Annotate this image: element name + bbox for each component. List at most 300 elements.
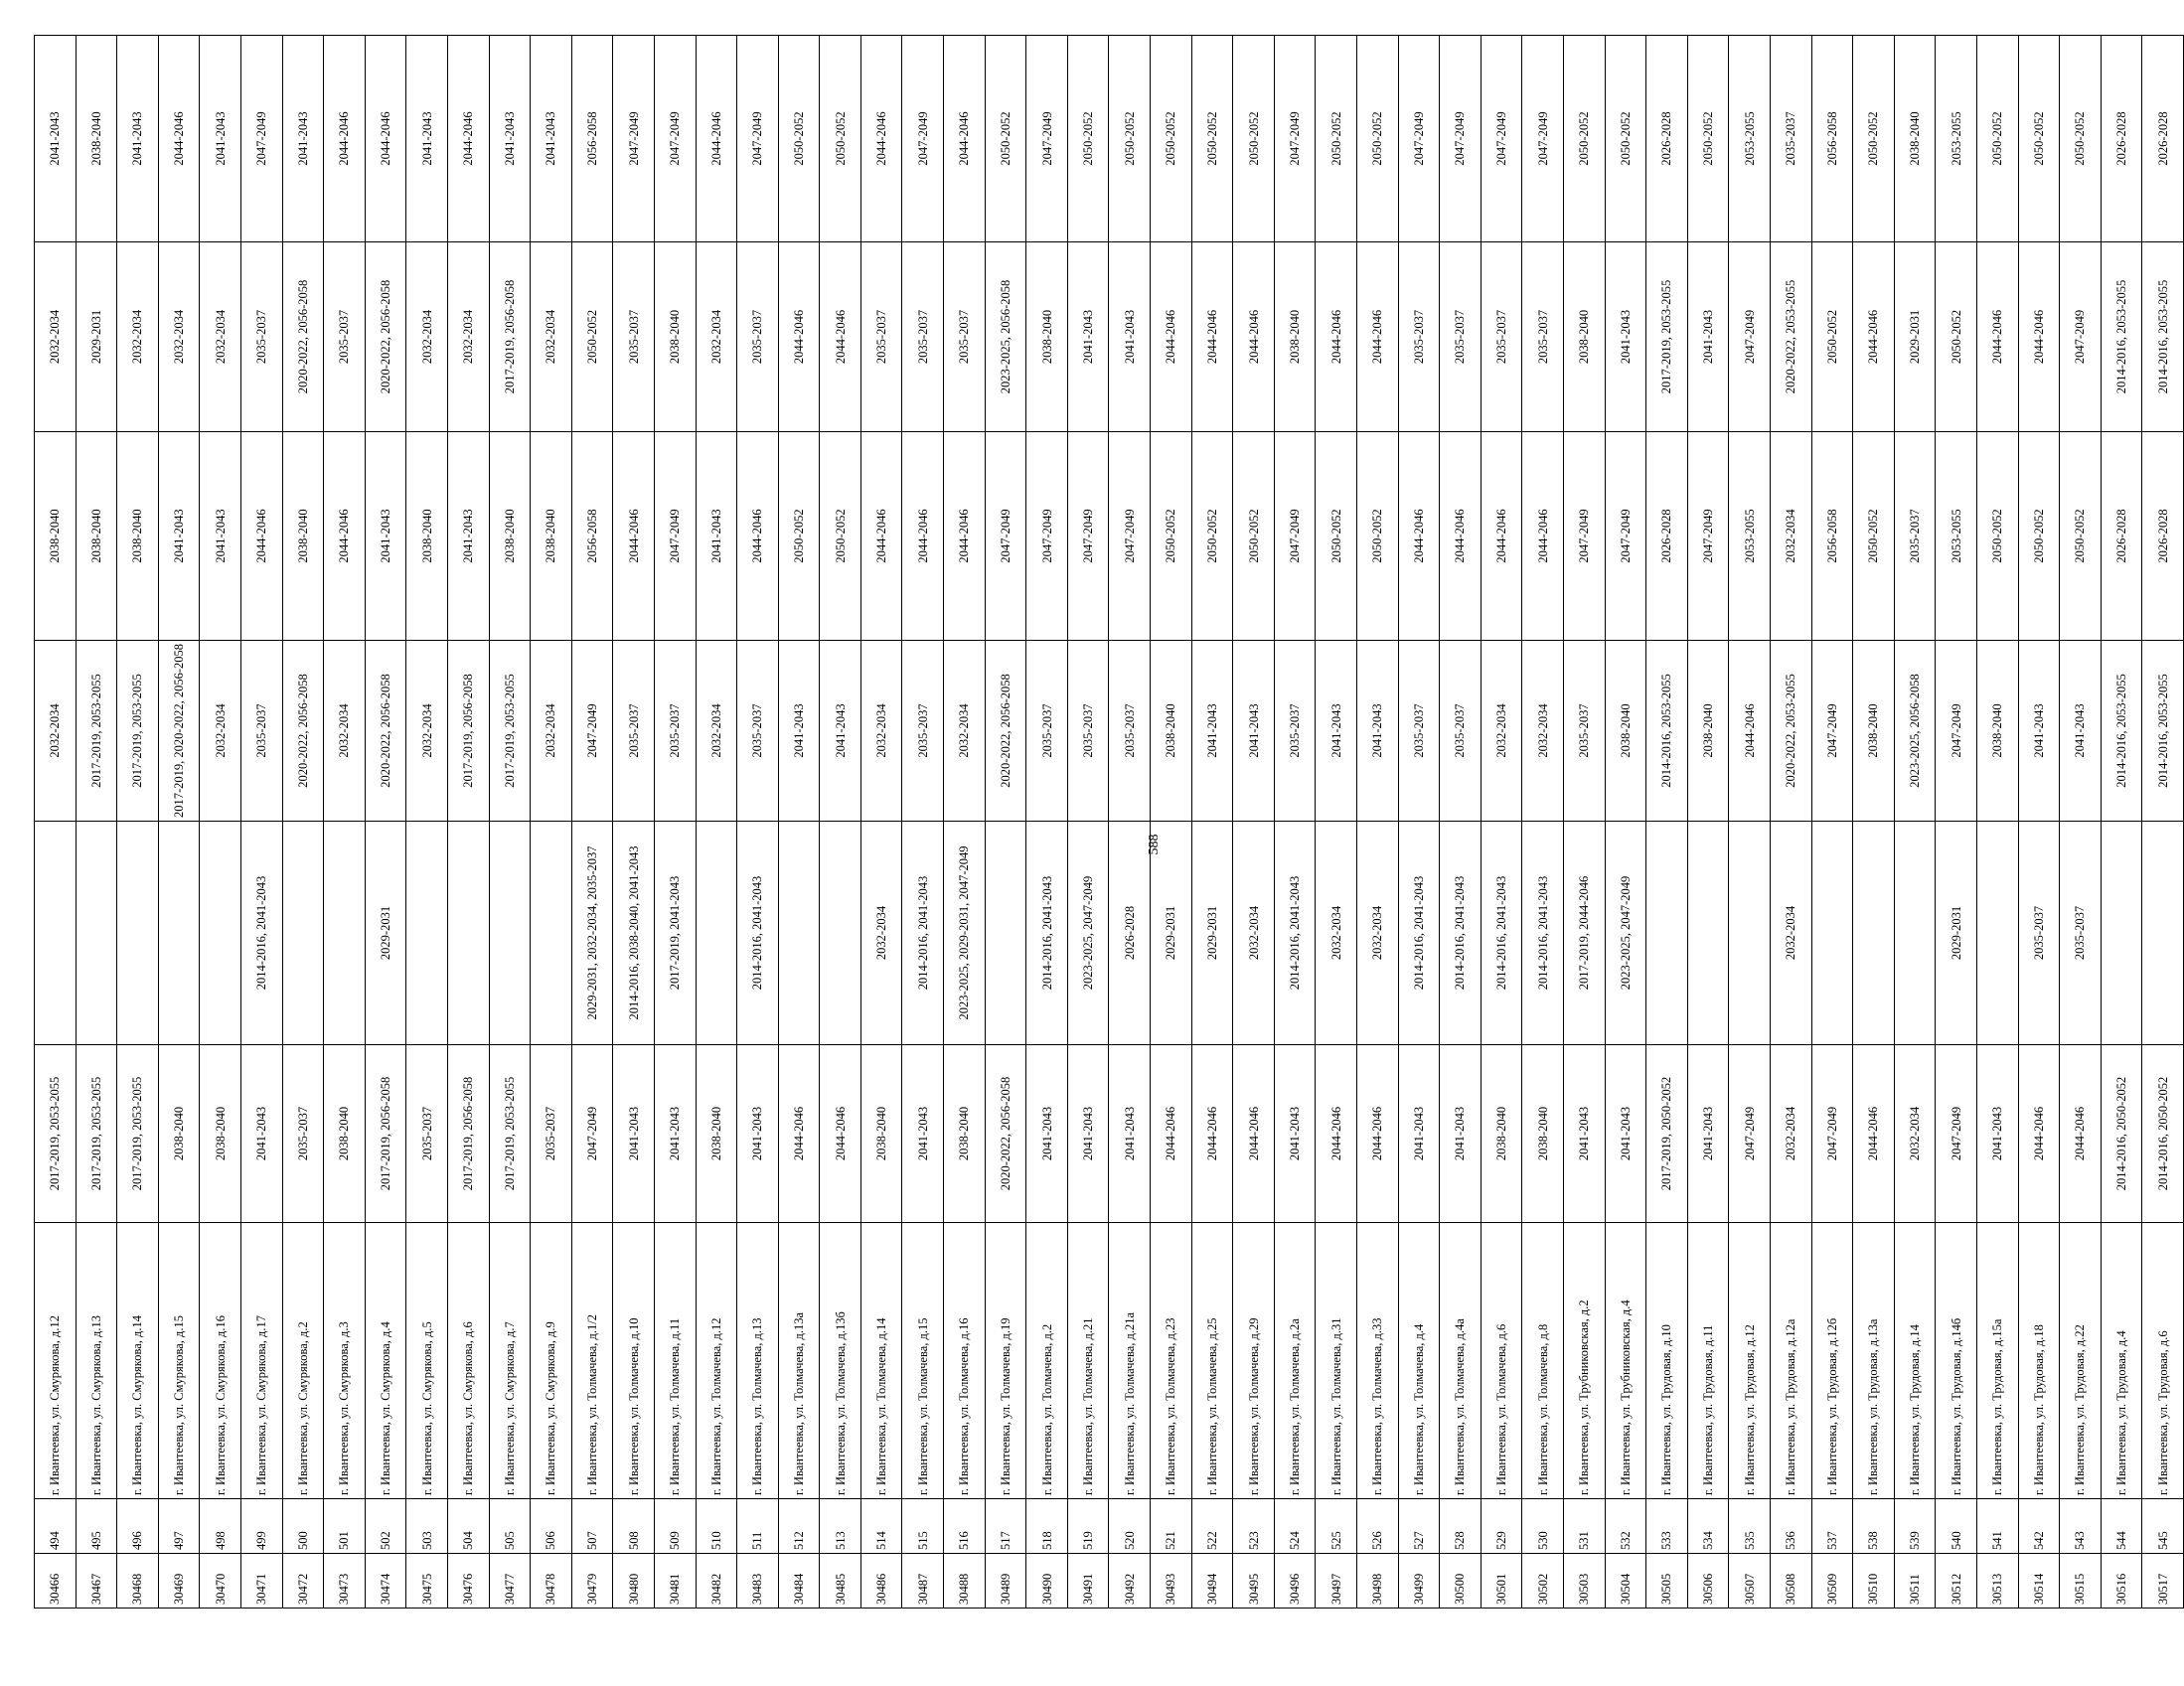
table-cell: г. Ивантеевка, ул. Толмачева, д.4а [1440, 1223, 1482, 1499]
table-cell: 30485 [820, 1554, 861, 1609]
table-cell: 2047-2049 [1687, 432, 1729, 641]
table-cell: 523 [1233, 1499, 1275, 1554]
table-cell: 30475 [406, 1554, 448, 1609]
table-row [1729, 36, 1771, 1609]
table-cell: г. Ивантеевка, ул. Толмачева, д.31 [1316, 1223, 1357, 1499]
table-cell: 2014-2016, 2050-2052 [2142, 1045, 2184, 1223]
table-cell: 2020-2022, 2053-2055 [1770, 641, 1811, 822]
table-cell: 2041-2043 [531, 36, 572, 242]
table-cell: 2050-2052 [778, 36, 820, 242]
table-row [820, 36, 861, 1609]
table-cell: 2026-2028 [1109, 822, 1151, 1045]
table-cell: 2050-2052 [1976, 36, 2018, 242]
table-cell: 2056-2058 [1811, 36, 1853, 242]
table-cell: 2035-2037 [737, 641, 779, 822]
table-cell: 538 [1853, 1499, 1895, 1554]
table-cell [696, 822, 737, 1045]
table-cell: 2050-2052 [778, 432, 820, 641]
table-row [240, 36, 282, 1609]
table-cell: 2044-2046 [696, 36, 737, 242]
table-cell: г. Ивантеевка, ул. Толмачева, д.13а [778, 1223, 820, 1499]
table-cell: г. Ивантеевка, ул. Смурякова, д.6 [447, 1223, 489, 1499]
table-cell: 2047-2049 [1274, 36, 1316, 242]
table-cell: 2050-2052 [1936, 242, 1977, 432]
table-row [282, 36, 324, 1609]
table-cell: 2044-2046 [778, 242, 820, 432]
table-cell: 2014-2016, 2053-2055 [2101, 641, 2142, 822]
table-cell: 2047-2049 [1026, 432, 1068, 641]
table-cell: г. Ивантеевка, ул. Смурякова, д.15 [158, 1223, 200, 1499]
table-cell: г. Ивантеевка, ул. Трудовая, д.13а [1853, 1223, 1895, 1499]
table-cell: 2035-2037 [531, 1045, 572, 1223]
table-cell: 2044-2046 [447, 36, 489, 242]
table-cell: 513 [820, 1499, 861, 1554]
table-cell: 2047-2049 [902, 36, 944, 242]
table-cell: 2044-2046 [1398, 432, 1440, 641]
table-cell: 2038-2040 [1853, 641, 1895, 822]
table-cell: 2041-2043 [613, 1045, 655, 1223]
table-cell: 2014-2016, 2041-2043 [1398, 822, 1440, 1045]
table-cell: г. Ивантеевка, ул. Толмачева, д.29 [1233, 1223, 1275, 1499]
table-cell: 2020-2022, 2056-2058 [985, 1045, 1026, 1223]
table-cell: 506 [531, 1499, 572, 1554]
table-cell: 2017-2019, 2053-2055 [1646, 242, 1688, 432]
table-row [1522, 36, 1564, 1609]
table-cell: г. Ивантеевка, ул. Трудовая, д.12б [1811, 1223, 1853, 1499]
table-cell: 30479 [571, 1554, 613, 1609]
table-cell: 2032-2034 [1481, 641, 1522, 822]
table-cell: 2014-2016, 2041-2043 [240, 822, 282, 1045]
table-cell: 30504 [1605, 1554, 1646, 1609]
table-cell: 2038-2040 [944, 1045, 986, 1223]
table-cell: 2035-2037 [860, 242, 902, 432]
table-row [1976, 36, 2018, 1609]
table-cell: 30509 [1811, 1554, 1853, 1609]
table-cell: 2035-2037 [1440, 641, 1482, 822]
table-cell: 2047-2049 [1605, 432, 1646, 641]
table-cell: 2041-2043 [282, 36, 324, 242]
table-cell: 2032-2034 [531, 641, 572, 822]
table-cell: 2047-2049 [2060, 242, 2102, 432]
table-cell: 2044-2046 [158, 36, 200, 242]
table-cell: 2047-2049 [1811, 641, 1853, 822]
table-cell: г. Ивантеевка, ул. Толмачева, д.10 [613, 1223, 655, 1499]
table-cell: 2032-2034 [1522, 641, 1564, 822]
table-cell: 2050-2052 [1687, 36, 1729, 242]
page-number: 588 [1147, 834, 1162, 855]
table-cell: 2050-2052 [1976, 432, 2018, 641]
table-cell: 2041-2043 [365, 432, 406, 641]
table-cell: 518 [1026, 1499, 1068, 1554]
table-cell: 2047-2049 [1026, 36, 1068, 242]
table-cell: 30478 [531, 1554, 572, 1609]
table-cell: г. Ивантеевка, ул. Толмачева, д.13 [737, 1223, 779, 1499]
table-cell: 2017-2019, 2053-2055 [489, 1045, 531, 1223]
table-cell: 30507 [1729, 1554, 1771, 1609]
table-cell: 2050-2052 [1316, 432, 1357, 641]
table-cell: 2014-2016, 2041-2043 [902, 822, 944, 1045]
table-cell: 2035-2037 [240, 641, 282, 822]
table-cell: 2038-2040 [1481, 1045, 1522, 1223]
table-cell: 2032-2034 [447, 242, 489, 432]
table-cell: 2020-2022, 2053-2055 [1770, 242, 1811, 432]
table-cell [2101, 822, 2142, 1045]
table-cell: 533 [1646, 1499, 1688, 1554]
table-cell: 2047-2049 [985, 432, 1026, 641]
table-cell: 540 [1936, 1499, 1977, 1554]
table-cell: 2044-2046 [1233, 1045, 1275, 1223]
table-cell [406, 822, 448, 1045]
table-cell: 2044-2046 [1976, 242, 2018, 432]
table-cell: 2038-2040 [1687, 641, 1729, 822]
table-cell: 2035-2037 [282, 1045, 324, 1223]
table-cell: 2044-2046 [365, 36, 406, 242]
table-cell: 541 [1976, 1499, 2018, 1554]
table-body [35, 36, 2184, 1609]
table-cell: 30512 [1936, 1554, 1977, 1609]
table-cell: 531 [1563, 1499, 1605, 1554]
table-cell: 502 [365, 1499, 406, 1554]
table-cell: 2044-2046 [944, 36, 986, 242]
table-cell: 2044-2046 [1357, 242, 1399, 432]
table-cell: 2053-2055 [1729, 432, 1771, 641]
table-cell: г. Ивантеевка, ул. Толмачева, д.33 [1357, 1223, 1399, 1499]
table-cell: 2038-2040 [531, 432, 572, 641]
table-cell: 2014-2016, 2050-2052 [2101, 1045, 2142, 1223]
table-cell: 2041-2043 [2060, 641, 2102, 822]
table-cell: 2047-2049 [1274, 432, 1316, 641]
table-cell: 30515 [2060, 1554, 2102, 1609]
table-cell: г. Ивантеевка, ул. Толмачева, д.25 [1191, 1223, 1233, 1499]
table-cell: 2050-2052 [1233, 36, 1275, 242]
table-cell: 30476 [447, 1554, 489, 1609]
table-row [2142, 36, 2184, 1609]
table-cell: 2050-2052 [2018, 36, 2060, 242]
schedule-table [34, 35, 2184, 1609]
table-cell: 2032-2034 [200, 242, 241, 432]
table-cell: г. Ивантеевка, ул. Трудовая, д.12 [1729, 1223, 1771, 1499]
table-cell: 30477 [489, 1554, 531, 1609]
table-row [778, 36, 820, 1609]
table-cell: 2047-2049 [1109, 432, 1151, 641]
table-row [1191, 36, 1233, 1609]
table-cell [2142, 822, 2184, 1045]
table-cell: 2020-2022, 2056-2058 [282, 242, 324, 432]
table-cell: 2044-2046 [820, 1045, 861, 1223]
table-cell: 30494 [1191, 1554, 1233, 1609]
table-cell [985, 822, 1026, 1045]
table-cell: 2044-2046 [1151, 1045, 1192, 1223]
table-cell: 2050-2052 [2018, 432, 2060, 641]
table-cell: 2035-2037 [902, 641, 944, 822]
table-cell: 2038-2040 [1151, 641, 1192, 822]
table-cell: 2050-2052 [571, 242, 613, 432]
table-cell: 2035-2037 [613, 242, 655, 432]
table-cell: 2029-2031 [1936, 822, 1977, 1045]
table-cell: 2056-2058 [571, 36, 613, 242]
table-cell: г. Ивантеевка, ул. Трудовая, д.12а [1770, 1223, 1811, 1499]
table-cell: 2050-2052 [1151, 36, 1192, 242]
table-cell: 30482 [696, 1554, 737, 1609]
table-cell: 2047-2049 [654, 36, 696, 242]
table-row [1357, 36, 1399, 1609]
table-cell: 2044-2046 [1522, 432, 1564, 641]
table-cell [76, 822, 117, 1045]
table-cell: 2044-2046 [1853, 1045, 1895, 1223]
table-cell: 30469 [158, 1554, 200, 1609]
table-cell: 2014-2016, 2041-2043 [737, 822, 779, 1045]
table-cell: 30488 [944, 1554, 986, 1609]
table-cell: 30472 [282, 1554, 324, 1609]
table-cell: 2050-2052 [1151, 432, 1192, 641]
table-cell: 30493 [1151, 1554, 1192, 1609]
table-row [1811, 36, 1853, 1609]
table-cell: 30514 [2018, 1554, 2060, 1609]
table-row [1894, 36, 1936, 1609]
table-cell: 2032-2034 [531, 242, 572, 432]
table-cell: 2038-2040 [282, 432, 324, 641]
table-cell: 2041-2043 [1316, 641, 1357, 822]
table-cell: 2047-2049 [1522, 36, 1564, 242]
table-cell: 2050-2052 [1605, 36, 1646, 242]
table-cell: 2038-2040 [654, 242, 696, 432]
table-cell: 30505 [1646, 1554, 1688, 1609]
table-cell: 495 [76, 1499, 117, 1554]
table-row [1109, 36, 1151, 1609]
table-cell: 2017-2019, 2041-2043 [654, 822, 696, 1045]
table-cell: 2044-2046 [1357, 1045, 1399, 1223]
table-cell: 30500 [1440, 1554, 1482, 1609]
table-cell: 2029-2031 [1894, 242, 1936, 432]
table-cell: 499 [240, 1499, 282, 1554]
table-cell: 516 [944, 1499, 986, 1554]
table-row [1481, 36, 1522, 1609]
table-cell: г. Ивантеевка, ул. Толмачева, д.11 [654, 1223, 696, 1499]
table-row [117, 36, 159, 1609]
table-cell: 2056-2058 [1811, 432, 1853, 641]
table-cell: 2047-2049 [1729, 242, 1771, 432]
table-row [1646, 36, 1688, 1609]
table-cell: 507 [571, 1499, 613, 1554]
table-cell: 2044-2046 [860, 36, 902, 242]
table-row [985, 36, 1026, 1609]
table-cell: 2047-2049 [1398, 36, 1440, 242]
table-cell: 30501 [1481, 1554, 1522, 1609]
table-row [447, 36, 489, 1609]
table-cell: 2050-2052 [1316, 36, 1357, 242]
table-cell: 2032-2034 [696, 641, 737, 822]
table-cell: 2050-2052 [1191, 36, 1233, 242]
table-cell: 2038-2040 [35, 432, 77, 641]
table-cell: 2044-2046 [944, 432, 986, 641]
table-cell: 2041-2043 [1109, 242, 1151, 432]
table-cell: 2047-2049 [1481, 36, 1522, 242]
table-cell: 2026-2028 [2142, 432, 2184, 641]
table-cell: 30513 [1976, 1554, 2018, 1609]
table-cell: 2032-2034 [406, 641, 448, 822]
table-cell: 2044-2046 [613, 432, 655, 641]
table-cell: 522 [1191, 1499, 1233, 1554]
table-cell: 2014-2016, 2053-2055 [2142, 641, 2184, 822]
table-cell: 2014-2016, 2053-2055 [2101, 242, 2142, 432]
table-row [1936, 36, 1977, 1609]
table-cell: 527 [1398, 1499, 1440, 1554]
table-cell: 2041-2043 [117, 36, 159, 242]
table-cell: 2023-2025, 2029-2031, 2047-2049 [944, 822, 986, 1045]
table-cell: 2050-2052 [1109, 36, 1151, 242]
table-cell: 2017-2019, 2056-2058 [489, 242, 531, 432]
table-cell: г. Ивантеевка, ул. Смурякова, д.16 [200, 1223, 241, 1499]
table-cell: 2044-2046 [860, 432, 902, 641]
table-cell: 2023-2025, 2056-2058 [1894, 641, 1936, 822]
table-cell: 2038-2040 [76, 432, 117, 641]
table-cell: 2014-2016, 2041-2043 [1440, 822, 1482, 1045]
table-row [1316, 36, 1357, 1609]
table-cell: г. Ивантеевка, ул. Смурякова, д.17 [240, 1223, 282, 1499]
table-cell: г. Ивантеевка, ул. Толмачева, д.2а [1274, 1223, 1316, 1499]
table-cell: 497 [158, 1499, 200, 1554]
table-row [2018, 36, 2060, 1609]
table-cell: 2050-2052 [1357, 36, 1399, 242]
table-cell: г. Ивантеевка, ул. Трудовая, д.15а [1976, 1223, 2018, 1499]
table-cell: 498 [200, 1499, 241, 1554]
table-row [1770, 36, 1811, 1609]
table-cell: 505 [489, 1499, 531, 1554]
table-cell: 2056-2058 [571, 432, 613, 641]
table-cell: 2023-2025, 2047-2049 [1067, 822, 1109, 1045]
table-cell: 2032-2034 [1357, 822, 1399, 1045]
table-cell: 2032-2034 [696, 242, 737, 432]
table-cell [282, 822, 324, 1045]
table-cell: 2038-2040 [1522, 1045, 1564, 1223]
table-row [1440, 36, 1482, 1609]
table-row [324, 36, 366, 1609]
table-cell: 2053-2055 [1936, 36, 1977, 242]
table-row [406, 36, 448, 1609]
table-cell: 2035-2037 [1770, 36, 1811, 242]
table-cell: 2032-2034 [1770, 432, 1811, 641]
table-cell: 2014-2016, 2041-2043 [1522, 822, 1564, 1045]
table-cell: 511 [737, 1499, 779, 1554]
table-cell [1729, 822, 1771, 1045]
table-cell: 2014-2016, 2053-2055 [2142, 242, 2184, 432]
table-cell: 2047-2049 [1067, 432, 1109, 641]
table-row [200, 36, 241, 1609]
table-cell: 2041-2043 [200, 36, 241, 242]
table-cell: 2050-2052 [1853, 36, 1895, 242]
table-cell: 496 [117, 1499, 159, 1554]
table-cell: г. Ивантеевка, ул. Толмачева, д.6 [1481, 1223, 1522, 1499]
table-cell [1976, 822, 2018, 1045]
table-cell: 2041-2043 [654, 1045, 696, 1223]
table-cell: 2047-2049 [1936, 1045, 1977, 1223]
table-cell [489, 822, 531, 1045]
table-cell [158, 822, 200, 1045]
table-row [2060, 36, 2102, 1609]
table-cell [778, 822, 820, 1045]
table-cell: 2029-2031, 2032-2034, 2035-2037 [571, 822, 613, 1045]
table-cell: 30480 [613, 1554, 655, 1609]
table-cell: г. Ивантеевка, ул. Толмачева, д.4 [1398, 1223, 1440, 1499]
table-cell: 2044-2046 [240, 432, 282, 641]
table-cell: 2035-2037 [1026, 641, 1068, 822]
table-cell: г. Ивантеевка, ул. Трудовая, д.14б [1936, 1223, 1977, 1499]
table-cell: 30497 [1316, 1554, 1357, 1609]
table-cell: 2026-2028 [1646, 36, 1688, 242]
table-cell: 2020-2022, 2056-2058 [365, 641, 406, 822]
table-cell: г. Ивантеевка, ул. Толмачева, д.23 [1151, 1223, 1192, 1499]
table-cell: 30489 [985, 1554, 1026, 1609]
table-cell: 2032-2034 [158, 242, 200, 432]
table-cell [117, 822, 159, 1045]
table-cell: 2044-2046 [2060, 1045, 2102, 1223]
table-cell: 2044-2046 [778, 1045, 820, 1223]
table-row [531, 36, 572, 1609]
table-cell: 510 [696, 1499, 737, 1554]
table-cell: 519 [1067, 1499, 1109, 1554]
table-cell: 2041-2043 [1687, 242, 1729, 432]
table-row [1026, 36, 1068, 1609]
table-cell: 2029-2031 [1151, 822, 1192, 1045]
table-cell: 2035-2037 [1067, 641, 1109, 822]
table-row [944, 36, 986, 1609]
table-cell: 520 [1109, 1499, 1151, 1554]
table-cell: г. Ивантеевка, ул. Смурякова, д.14 [117, 1223, 159, 1499]
table-cell: 2041-2043 [1440, 1045, 1482, 1223]
table-cell: 2032-2034 [1894, 1045, 1936, 1223]
table-cell: 30506 [1687, 1554, 1729, 1609]
table-cell: 2047-2049 [737, 36, 779, 242]
table-cell: 2044-2046 [820, 242, 861, 432]
table-cell: 2038-2040 [406, 432, 448, 641]
table-cell: 512 [778, 1499, 820, 1554]
table-cell: 2050-2052 [820, 432, 861, 641]
table-cell [1811, 822, 1853, 1045]
table-cell: г. Ивантеевка, ул. Трудовая, д.10 [1646, 1223, 1688, 1499]
table-cell: 2041-2043 [1398, 1045, 1440, 1223]
table-cell: 2035-2037 [1563, 641, 1605, 822]
table-cell: 2032-2034 [406, 242, 448, 432]
table-cell: 2050-2052 [985, 36, 1026, 242]
table-cell: 2032-2034 [1770, 1045, 1811, 1223]
table-cell: 2035-2037 [1398, 641, 1440, 822]
table-cell: 517 [985, 1499, 1026, 1554]
table-cell: г. Ивантеевка, ул. Трудовая, д.18 [2018, 1223, 2060, 1499]
table-cell: 2032-2034 [117, 242, 159, 432]
table-row [1687, 36, 1729, 1609]
table-cell: 2035-2037 [406, 1045, 448, 1223]
table-cell: 2050-2052 [1067, 36, 1109, 242]
table-cell: 539 [1894, 1499, 1936, 1554]
table-cell: 2032-2034 [1316, 822, 1357, 1045]
table-cell: 30516 [2101, 1554, 2142, 1609]
table-cell: 529 [1481, 1499, 1522, 1554]
table-cell: 544 [2101, 1499, 2142, 1554]
table-cell: 2035-2037 [1481, 242, 1522, 432]
table-cell: г. Ивантеевка, ул. Толмачева, д.8 [1522, 1223, 1564, 1499]
table-cell: 30492 [1109, 1554, 1151, 1609]
table-cell: 2038-2040 [1563, 242, 1605, 432]
table-cell: 542 [2018, 1499, 2060, 1554]
table-cell: 2047-2049 [1811, 1045, 1853, 1223]
table-cell: 535 [1729, 1499, 1771, 1554]
table-cell: 2041-2043 [406, 36, 448, 242]
table-cell: 2041-2043 [820, 641, 861, 822]
table-cell: 2041-2043 [2018, 641, 2060, 822]
table-cell: 2017-2019, 2020-2022, 2056-2058 [158, 641, 200, 822]
table-cell: г. Ивантеевка, ул. Толмачева, д.13б [820, 1223, 861, 1499]
table-cell: 30471 [240, 1554, 282, 1609]
